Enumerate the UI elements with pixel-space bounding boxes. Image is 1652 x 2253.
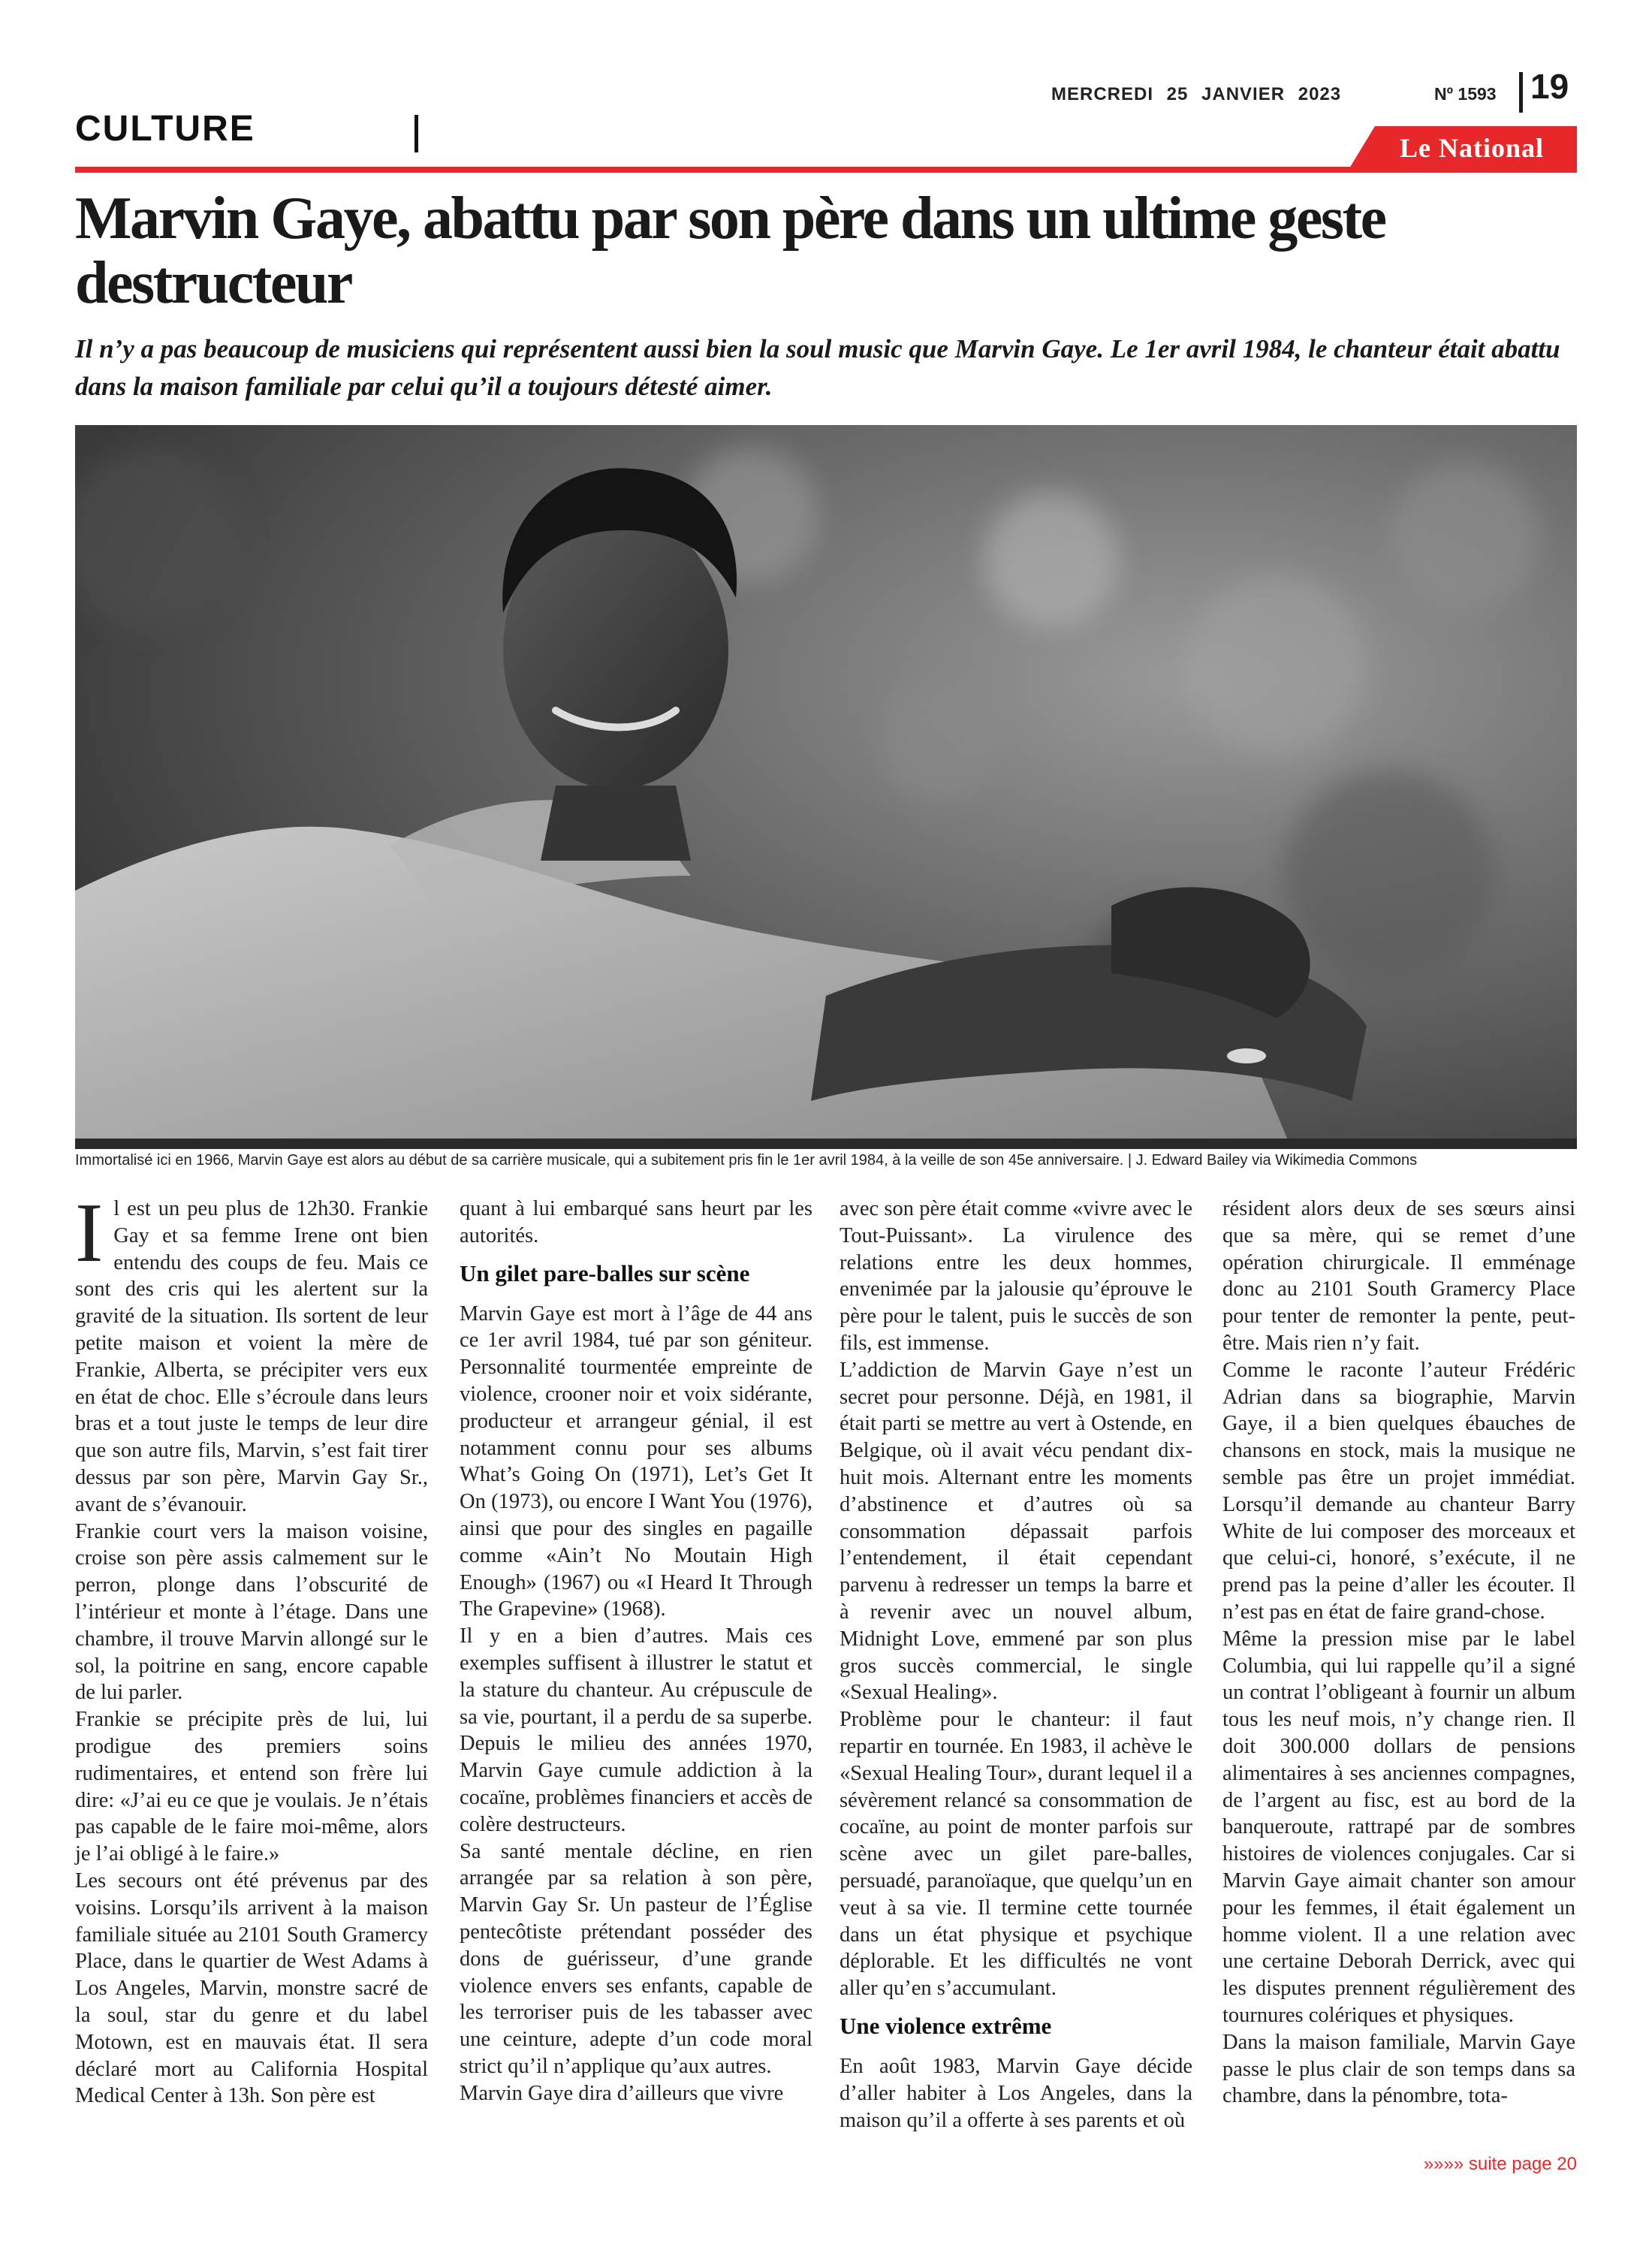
article-column-2	[460, 1196, 812, 2107]
paragraph: quant à lui embarqué sans heurt par les autorités.	[460, 1197, 812, 1247]
paragraph: Marvin Gaye dira d’ailleurs que vivre	[460, 2081, 784, 2105]
header-rule	[75, 167, 1577, 173]
article-lede: Il n’y a pas beaucoup de musiciens qui représentent aussi bien la soul music que Marvin Gaye. Le 1er avril 1984, le chanteur était abattu dans la maison familiale par celui qu’il a toujours détesté aimer.	[75, 334, 1560, 401]
paragraph: Frankie se précipite près de lui, lui prodigue des premiers soins rudimentaires, et entend son frère lui dire: «J’ai eu ce que je voulais. Je n’étais pas capable de le faire moi-même, alors je l’ai obligé à le faire.»	[75, 1708, 428, 1866]
paragraph: L’addiction de Marvin Gaye n’est un secret pour personne. Déjà, en 1981, il était parti se mettre au vert à Ostende, en Belgique, où il avait vécu pendant dix-huit mois. Alternant entre les moments d’abstinence et d’autres où sa consommation dépassait parfois l’entendement, il était cependant parvenu à redresser un temps la barre et à revenir avec un nouvel album, Midnight Love, emmené par son plus gros succès commercial, le single «Sexual Healing».	[840, 1358, 1192, 1705]
section-label: CULTURE	[75, 109, 255, 149]
article-photo	[75, 425, 1577, 1149]
paragraph: l est un peu plus de 12h30. Frankie Gay et sa femme Irene ont bien entendu des coups de feu. Mais ce sont des cris qui les alertent sur la gravité de la situation. Ils sortent de leur petite maison et voient la mère de Frankie, Alberta, se précipiter vers eux en état de choc. Elle s’écroule dans leurs bras et a tout juste le temps de leur dire que son autre fils, Marvin, s’est fait tirer dessus par son père, Marvin Gay Sr., avant de s’évanouir.	[75, 1197, 428, 1516]
article-column-3	[840, 1196, 1192, 2134]
photo-caption: Immortalisé ici en 1966, Marvin Gaye est alors au début de sa carrière musicale, qui a subitement pris fin le 1er avril 1984, à la veille de son 45e anniversaire. | J. Edward Bailey via Wikimedia Commons	[75, 1152, 1418, 1169]
newspaper-name: Le National	[1399, 133, 1544, 163]
subheading: Une violence extrême	[840, 2012, 1052, 2039]
paragraph: résident alors deux de ses sœurs ainsi que sa mère, qui se remet d’une opération chirurgicale. Il emménage donc au 2101 South Gramercy Place pour tenter de remonter la pente, peut-être. Mais rien n’y fait.	[1222, 1197, 1575, 1355]
paragraph: Dans la maison familiale, Marvin Gaye passe le plus clair de son temps dans sa chambre, dans la pénombre, tota-	[1222, 2030, 1575, 2108]
paragraph: Les secours ont été prévenus par des voisins. Lorsqu’ils arrivent à la maison familiale située au 2101 South Gramercy Place, dans le quartier de West Adams à Los Angeles, Marvin, monstre sacré de la soul, star du genre et du label Motown, est en mauvais état. Il sera déclaré mort au California Hospital Medical Center à 13h. Son père est	[75, 1868, 428, 2108]
page-number: 19	[1530, 67, 1569, 106]
article-headline: Marvin Gaye, abattu par son père dans un ultime geste destructeur	[75, 185, 1385, 316]
paragraph: Même la pression mise par le label Columbia, qui lui rappelle qu’il a signé un contrat l’obligeant à fournir un album tous les neuf mois, n’y change rien. Il doit 300.000 dollars de pensions alimentaires à ses anciennes compagnes, de l’argent au fisc, est au bord de la banqueroute, rattrapé par de sombres histoires de violences conjugales. Car si Marvin Gaye aimait chanter son amour pour les femmes, il était également un homme violent. Il a une relation avec une certaine Deborah Derrick, avec qui les disputes prennent régulièrement des tournures colériques et physiques.	[1222, 1627, 1575, 2027]
paragraph: Sa santé mentale décline, en rien arrangée par sa relation à son père, Marvin Gay Sr. Un pasteur de l’Église pentecôtiste prétendant posséder des dons de guérisseur, d’une grande violence envers ses enfants, capable de les terroriser puis de les tabasser avec une ceinture, adepte d’un code moral strict qu’il n’applique qu’aux autres.	[460, 1839, 812, 2078]
issue-date: MERCREDI 25 JANVIER 2023	[1051, 84, 1342, 104]
subheading: Un gilet pare-balles sur scène	[460, 1259, 750, 1286]
paragraph: Comme le raconte l’auteur Frédéric Adrian dans sa biographie, Marvin Gaye, il a bien quelques ébauches de chansons en stock, mais la musique ne semble pas être un projet immédiat. Lorsqu’il demande au chanteur Barry White de lui composer des morceaux et que celui-ci, honoré, s’exécute, il ne prend pas la peine d’aller les écouter. Il n’est pas en état de faire grand-chose.	[1222, 1358, 1575, 1624]
issue-number: Nº 1593	[1434, 84, 1497, 104]
portrait-photo-illustration	[75, 425, 1577, 1149]
paragraph: Il y en a bien d’autres. Mais ces exemples suffisent à illustrer le statut et la stature du chanteur. Au crépuscule de sa vie, pourtant, il a perdu de sa superbe. Depuis le milieu des années 1970, Marvin Gaye cumule addiction à la cocaïne, problèmes financiers et accès de colère destructeurs.	[460, 1624, 812, 1836]
continued-link[interactable]: »»»» suite page 20	[1423, 2154, 1577, 2174]
paragraph: En août 1983, Marvin Gaye décide d’aller habiter à Los Angeles, dans la maison qu’il a offerte à ses parents et où	[840, 2054, 1192, 2132]
drop-cap: I	[75, 1187, 104, 1280]
header-divider	[1519, 72, 1523, 113]
article-column-1	[75, 1187, 428, 2110]
paragraph: avec son père était comme «vivre avec le Tout-Puissant». La virulence des relations entre les deux hommes, envenimée par la jalousie qu’éprouve le père pour le talent, puis le succès de son fils, est immense.	[840, 1197, 1192, 1355]
section-divider	[415, 115, 418, 152]
paragraph: Marvin Gaye est mort à l’âge de 44 ans ce 1er avril 1984, tué par son géniteur. Personnalité tourmentée empreinte de violence, crooner noir et voix sidérante, producteur et arrangeur génial, il est notamment connu pour ses albums What’s Going On (1971), Let’s Get It On (1973), ou encore I Want You (1976), ainsi que pour des singles en pagaille comme «Ain’t No Moutain High Enough» (1967) ou «I Heard It Through The Grapevine» (1968).	[460, 1301, 812, 1621]
paragraph: Problème pour le chanteur: il faut repartir en tournée. En 1983, il achève le «Sexual Healing Tour», durant lequel il a sévèrement relancé sa consommation de cocaïne, au point de monter parfois sur scène avec un gilet pare-balles, persuadé, paranoïaque, que quelqu’un en veut à sa vie. Il termine cette tournée dans un état physique et psychique déplorable. Et les difficultés ne vont aller qu’en s’accumulant.	[840, 1708, 1192, 2001]
article-column-4	[1222, 1196, 1575, 2110]
paragraph: Frankie court vers la maison voisine, croise son père assis calmement sur le perron, plonge dans l’obscurité de l’intérieur et monte à l’étage. Dans une chambre, il trouve Marvin allongé sur le sol, la poitrine en sang, encore capable de lui parler.	[75, 1519, 428, 1705]
